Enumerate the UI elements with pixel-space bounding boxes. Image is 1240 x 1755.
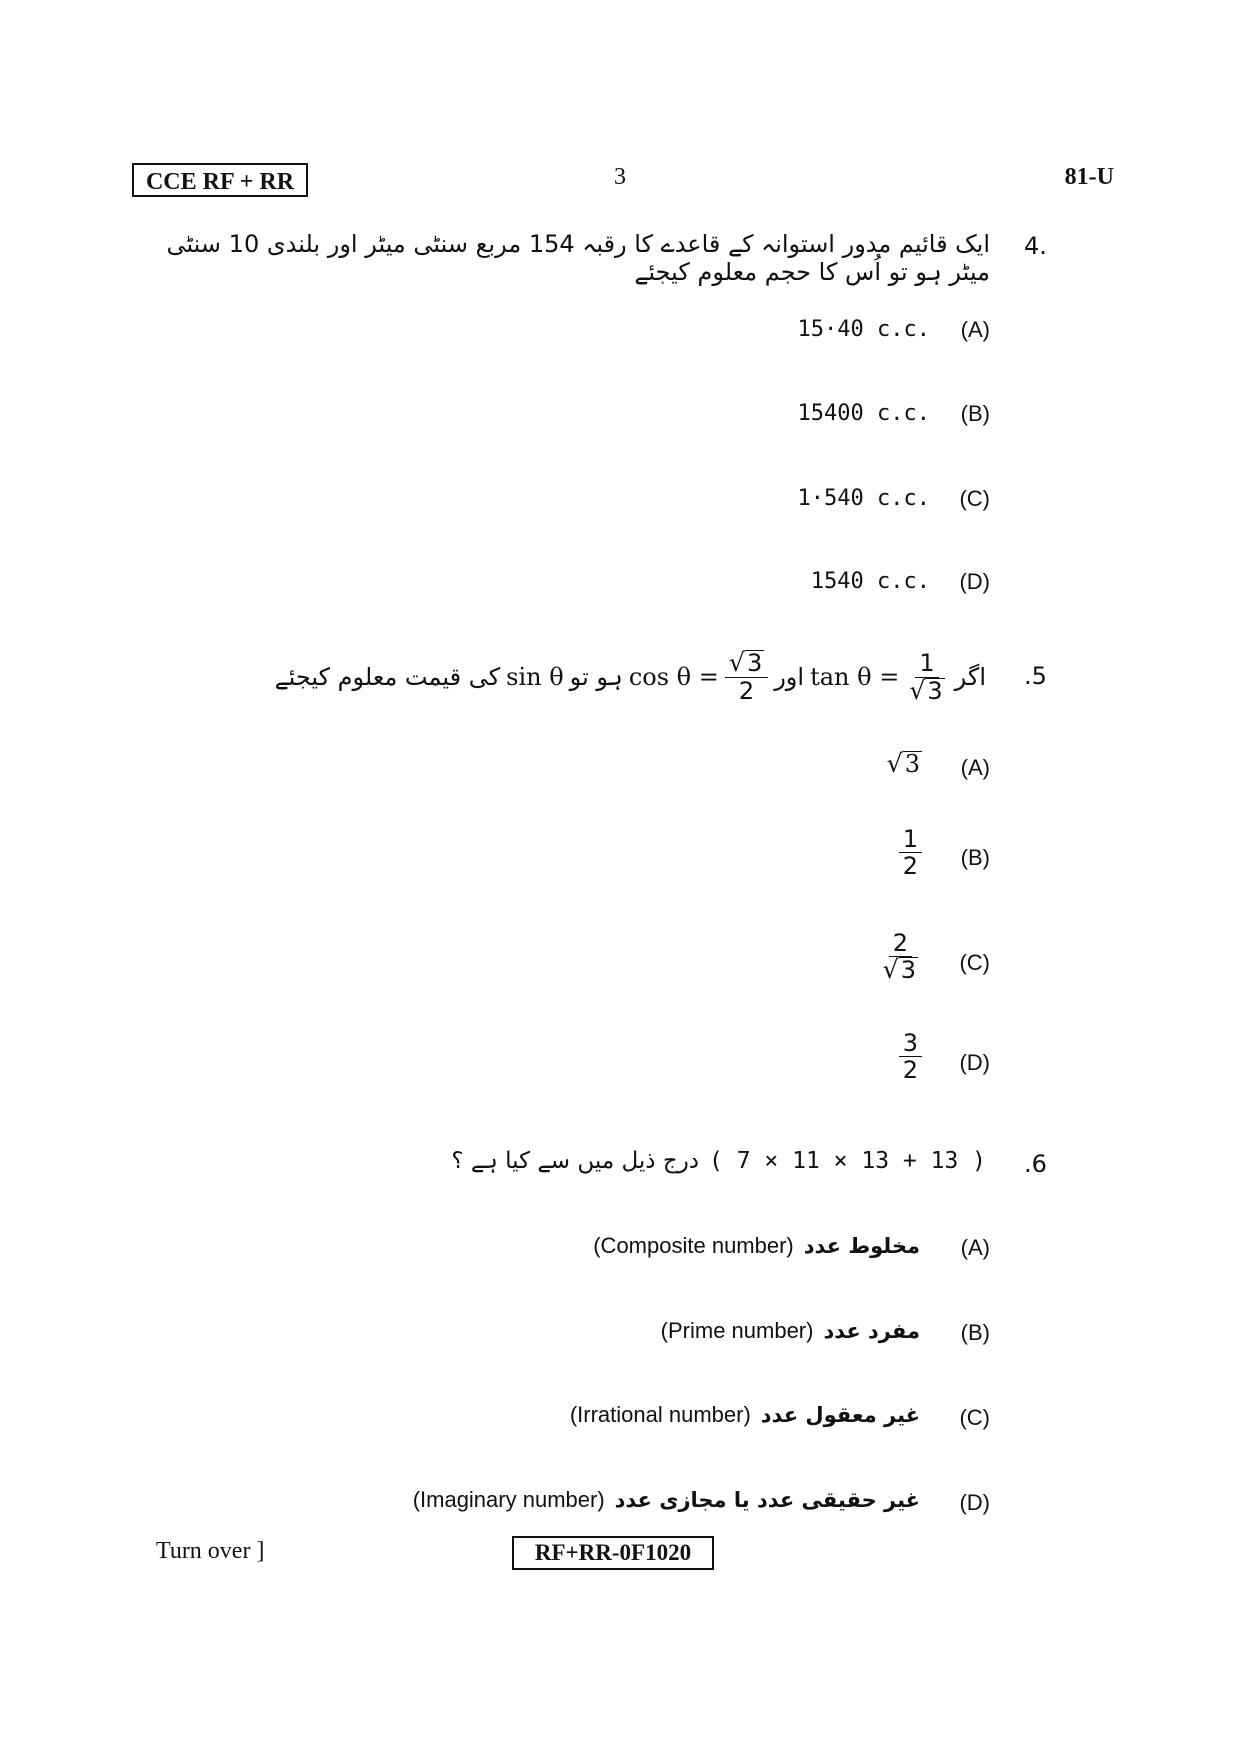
question-4-number: 4. [1024,232,1047,260]
q5-frac2-den: 2 [738,676,755,705]
q5-option-a-label: (A) [960,755,990,780]
footer-code: RF+RR-0F1020 [512,1536,714,1570]
q6-option-a-value: (Composite number) مخلوط عدد [593,1233,920,1258]
q6-option-c-label: (C) [959,1405,990,1430]
q4-option-a-value: 15·40 c.c. [797,317,930,342]
q5-option-c-value: 2 √ 3 [882,929,916,985]
q5-cos: cos θ = [628,663,719,691]
q6-expression: ( 7 × 11 × 13 + 13 ) [709,1148,986,1174]
q5-option-c-label: (C) [959,950,990,975]
q6-option-a-label: (A) [960,1235,990,1260]
header-code-left: CCE RF + RR [132,163,308,197]
q5-hoto: ہو تو [569,663,623,691]
q5-sin: sin θ [506,663,564,691]
q4-option-b-label: (B) [960,401,990,426]
question-6-text [451,1148,986,1174]
q5-tan-fraction: 1 √ 3 [909,649,943,705]
q6-urdu-text: درج ذیل میں سے کیا ہے ؟ [451,1148,700,1174]
q5-option-b-label: (B) [960,845,990,870]
q4-option-a-label: (A) [960,317,990,342]
q5-option-d-value: $\frac{3}{2}$ [899,1030,922,1084]
page-number: 3 [614,164,626,190]
question-6-number: .6 [1024,1150,1047,1178]
q4-option-d-value: 1540 c.c. [810,569,930,594]
q6-option-c-value: (Irrational number) غیر معقول عدد [569,1402,920,1427]
q5-frac1-num: 1 [915,650,938,677]
q6-option-d-label: (D) [959,1490,990,1515]
q5-aur: اور [774,663,805,691]
q5-tail: کی قیمت معلوم کیجئے [274,663,501,691]
q5-option-d-label: (D) [959,1050,990,1075]
q4-option-d-label: (D) [959,569,990,594]
turn-over-text: Turn over ] [156,1538,265,1564]
q5-frac2-num-radicand: 3 [746,649,763,678]
q4-option-c-label: (C) [959,486,990,511]
question-4-text: ایک قائیم مدور استوانہ کے قاعدے کا رقبہ 154 مربع سنٹی میٹر اور بلندی 10 سنٹی میٹر ہو تو اُس کا حجم معلوم کیجئے [166,230,990,286]
q5-option-a-value: √ 3 [886,749,920,778]
q5-cos-fraction: √ 3 2 [725,650,768,704]
q5-option-b-value: $\frac{1}{2}$ [899,826,922,880]
q6-option-b-value: (Prime number) مفرد عدد [660,1318,920,1343]
header-code-right: 81-U [1064,164,1114,190]
q5-agar: اگر [954,663,986,691]
q4-option-c-value: 1·540 c.c. [797,486,930,511]
q6-option-b-label: (B) [960,1320,990,1345]
question-5-text [275,642,986,712]
q6-option-d-value: (Imaginary number) غیر حقیقی عدد یا مجازی عدد [412,1487,920,1512]
q5-tan: tan θ = [810,663,900,691]
q5-frac1-den-radicand: 3 [927,676,943,705]
question-5-number: .5 [1024,662,1047,690]
q4-option-b-value: 15400 c.c. [797,401,930,426]
